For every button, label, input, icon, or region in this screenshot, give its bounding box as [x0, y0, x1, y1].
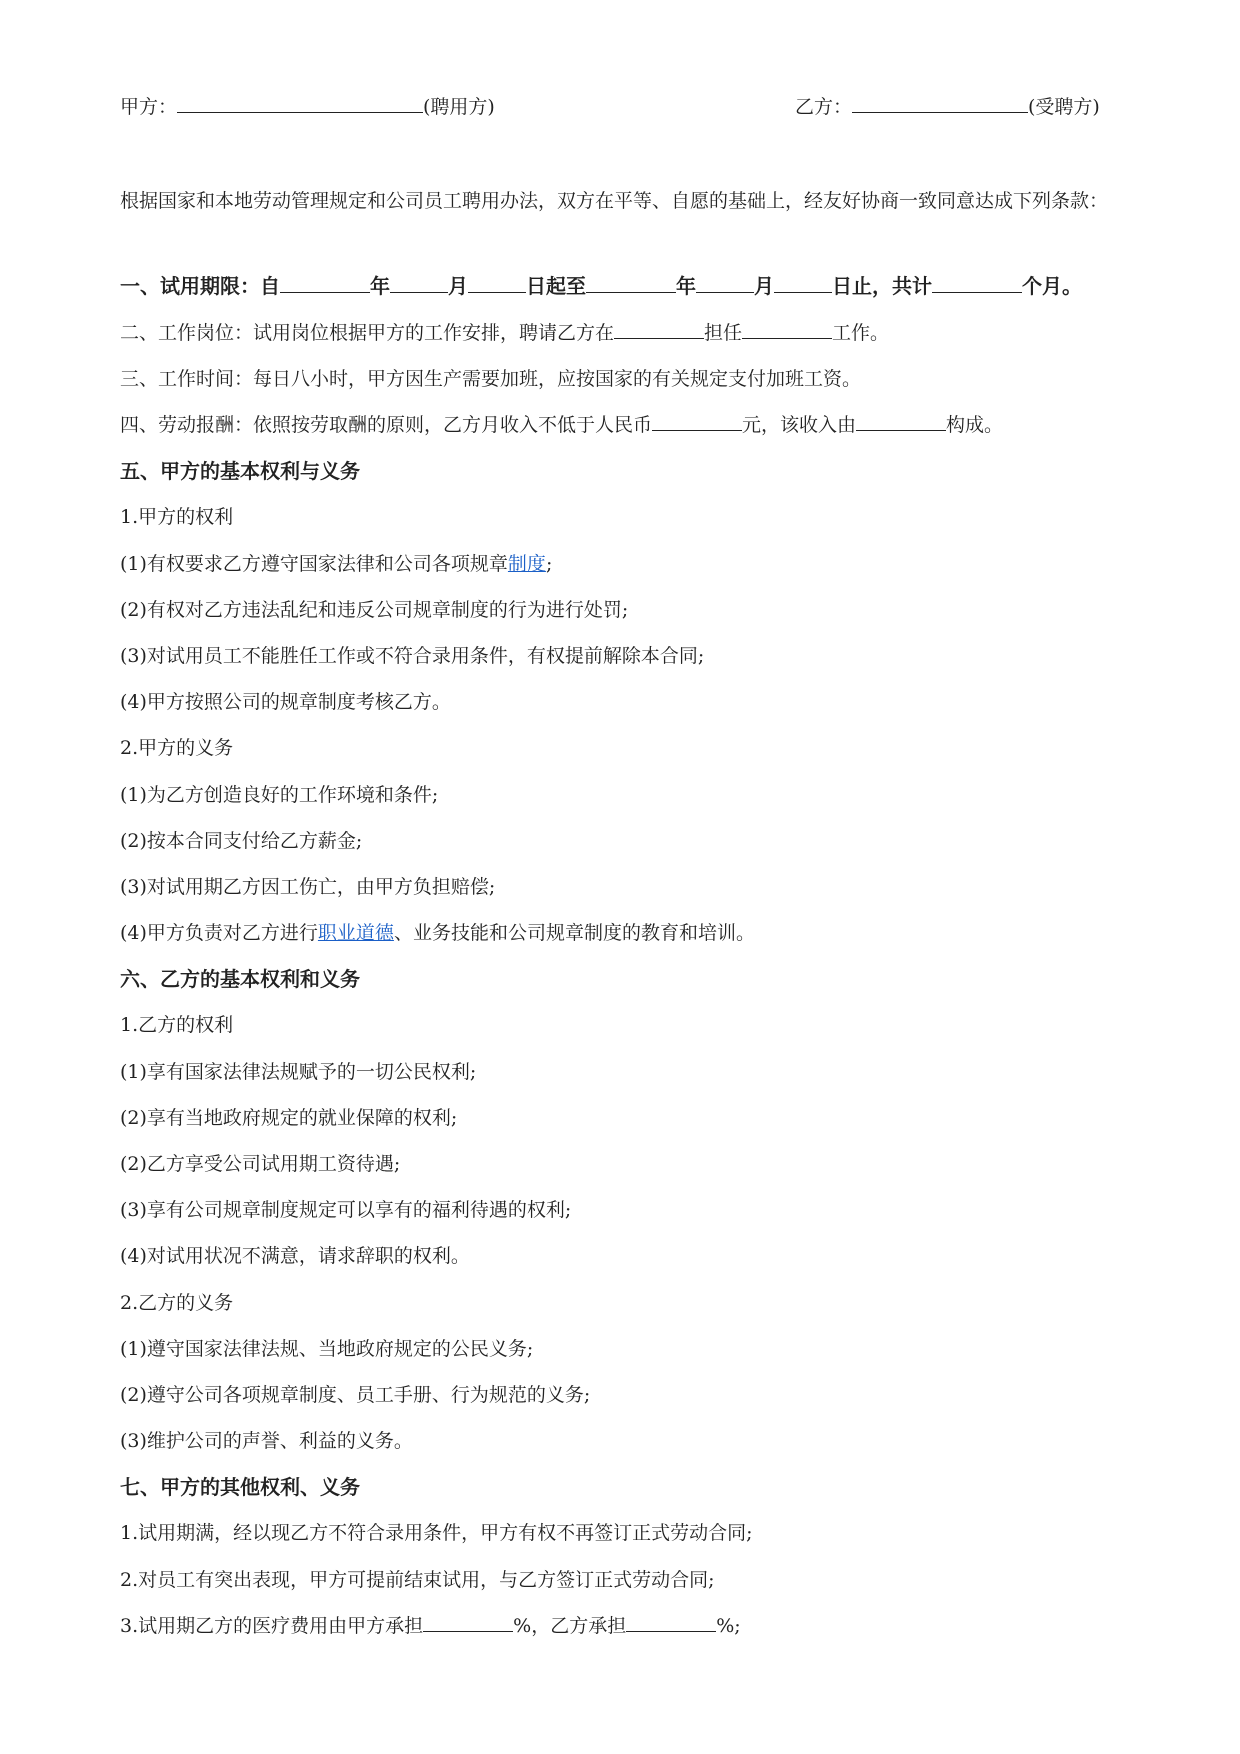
clause-trial-period: [120, 273, 1180, 299]
clause1-year1: 年: [370, 274, 390, 298]
clause1-a: 一、试用期限：自: [120, 274, 280, 298]
clause-remuneration: [120, 412, 1180, 438]
party-a-label: 甲方：: [120, 96, 178, 118]
section7-title: 七、甲方的其他权利、义务: [120, 1475, 360, 1499]
section7-i3-c: %;: [716, 1615, 741, 1637]
clause1-months: 个月。: [1022, 274, 1082, 298]
party-b-blank[interactable]: [852, 94, 1028, 113]
job-blank[interactable]: [742, 320, 832, 339]
section5-r1-end: ;: [545, 553, 553, 575]
clause1-to: 日止，共计: [832, 274, 932, 298]
ethics-link[interactable]: 职业道德: [317, 922, 394, 944]
section6-rights-title: 1.乙方的权利: [120, 1014, 234, 1036]
end-year-blank[interactable]: [586, 274, 676, 293]
clause2-c: 工作。: [832, 322, 890, 344]
party-a-suffix: (聘用方): [423, 96, 495, 118]
section5-d4-text: (4)甲方负责对乙方进行: [120, 922, 318, 944]
employer-share-blank[interactable]: [423, 1613, 513, 1632]
party-a-blank[interactable]: [177, 94, 423, 113]
employee-share-blank[interactable]: [626, 1613, 716, 1632]
intro-paragraph: 根据国家和本地劳动管理规定和公司员工聘用办法，双方在平等、自愿的基础上，经友好协商一致同意达成下列条款：: [120, 190, 1109, 212]
dept-blank[interactable]: [614, 320, 704, 339]
section5-right-2: (2)有权对乙方违法乱纪和违反公司规章制度的行为进行处罚;: [120, 599, 629, 621]
salary-blank[interactable]: [652, 412, 742, 431]
party-b-line: [795, 94, 1180, 120]
section6-right-3: (2)乙方享受公司试用期工资待遇;: [120, 1153, 401, 1175]
start-month-blank[interactable]: [390, 274, 448, 293]
clause2-b: 担任: [704, 322, 743, 344]
clause4-c: 构成。: [946, 414, 1004, 436]
section5-duty-1: (1)为乙方创造良好的工作环境和条件;: [120, 784, 439, 806]
section5-right-3: (3)对试用员工不能胜任工作或不符合录用条件，有权提前解除本合同;: [120, 645, 705, 667]
clause1-month2: 月: [754, 274, 774, 298]
end-month-blank[interactable]: [696, 274, 754, 293]
section5-right-1: [120, 551, 1180, 577]
section6-right-4: (3)享有公司规章制度规定可以享有的福利待遇的权利;: [120, 1199, 572, 1221]
section7-i3-b: %，乙方承担: [513, 1615, 627, 1637]
section6-duty-1: (1)遵守国家法律法规、当地政府规定的公民义务;: [120, 1338, 534, 1360]
clause1-from: 日起至: [526, 274, 586, 298]
section5-duties-title: 2.甲方的义务: [120, 737, 234, 759]
section6-duties-title: 2.乙方的义务: [120, 1292, 234, 1314]
clause1-year2: 年: [676, 274, 696, 298]
clause-position: [120, 320, 1180, 346]
section7-item-1: 1.试用期满，经以现乙方不符合录用条件，甲方有权不再签订正式劳动合同;: [120, 1522, 753, 1544]
clause-working-hours: 三、工作时间：每日八小时，甲方因生产需要加班，应按国家的有关规定支付加班工资。: [120, 368, 862, 390]
clause4-b: 元，该收入由: [742, 414, 857, 436]
section7-i3-a: 3.试用期乙方的医疗费用由甲方承担: [120, 1615, 424, 1637]
section7-item-3: [120, 1613, 1180, 1639]
section5-duty-4: [120, 920, 1180, 946]
section7-item-2: 2.对员工有突出表现，甲方可提前结束试用，与乙方签订正式劳动合同;: [120, 1569, 715, 1591]
start-year-blank[interactable]: [280, 274, 370, 293]
end-day-blank[interactable]: [774, 274, 832, 293]
section5-r1-text: (1)有权要求乙方遵守国家法律和公司各项规章: [120, 553, 508, 575]
section5-title: 五、甲方的基本权利与义务: [120, 459, 360, 483]
section5-duty-3: (3)对试用期乙方因工伤亡，由甲方负担赔偿;: [120, 876, 496, 898]
party-b-suffix: (受聘方): [1028, 96, 1100, 118]
salary-composition-blank[interactable]: [856, 412, 946, 431]
section6-right-5: (4)对试用状况不满意，请求辞职的权利。: [120, 1245, 470, 1267]
section6-title: 六、乙方的基本权利和义务: [120, 967, 360, 991]
clause2-a: 二、工作岗位：试用岗位根据甲方的工作安排，聘请乙方在: [120, 322, 615, 344]
section6-duty-2: (2)遵守公司各项规章制度、员工手册、行为规范的义务;: [120, 1384, 591, 1406]
section6-right-2: (2)享有当地政府规定的就业保障的权利;: [120, 1107, 458, 1129]
clause1-month1: 月: [448, 274, 468, 298]
section5-rights-title: 1.甲方的权利: [120, 506, 234, 528]
section5-duty-2: (2)按本合同支付给乙方薪金;: [120, 830, 363, 852]
party-b-label: 乙方：: [795, 96, 853, 118]
section6-right-1: (1)享有国家法律法规赋予的一切公民权利;: [120, 1061, 477, 1083]
total-months-blank[interactable]: [932, 274, 1022, 293]
rules-link[interactable]: 制度: [507, 553, 546, 575]
start-day-blank[interactable]: [468, 274, 526, 293]
section5-right-4: (4)甲方按照公司的规章制度考核乙方。: [120, 691, 451, 713]
clause4-a: 四、劳动报酬：依照按劳取酬的原则，乙方月收入不低于人民币: [120, 414, 653, 436]
section5-d4-end: 、业务技能和公司规章制度的教育和培训。: [393, 922, 755, 944]
section6-duty-3: (3)维护公司的声誉、利益的义务。: [120, 1430, 413, 1452]
